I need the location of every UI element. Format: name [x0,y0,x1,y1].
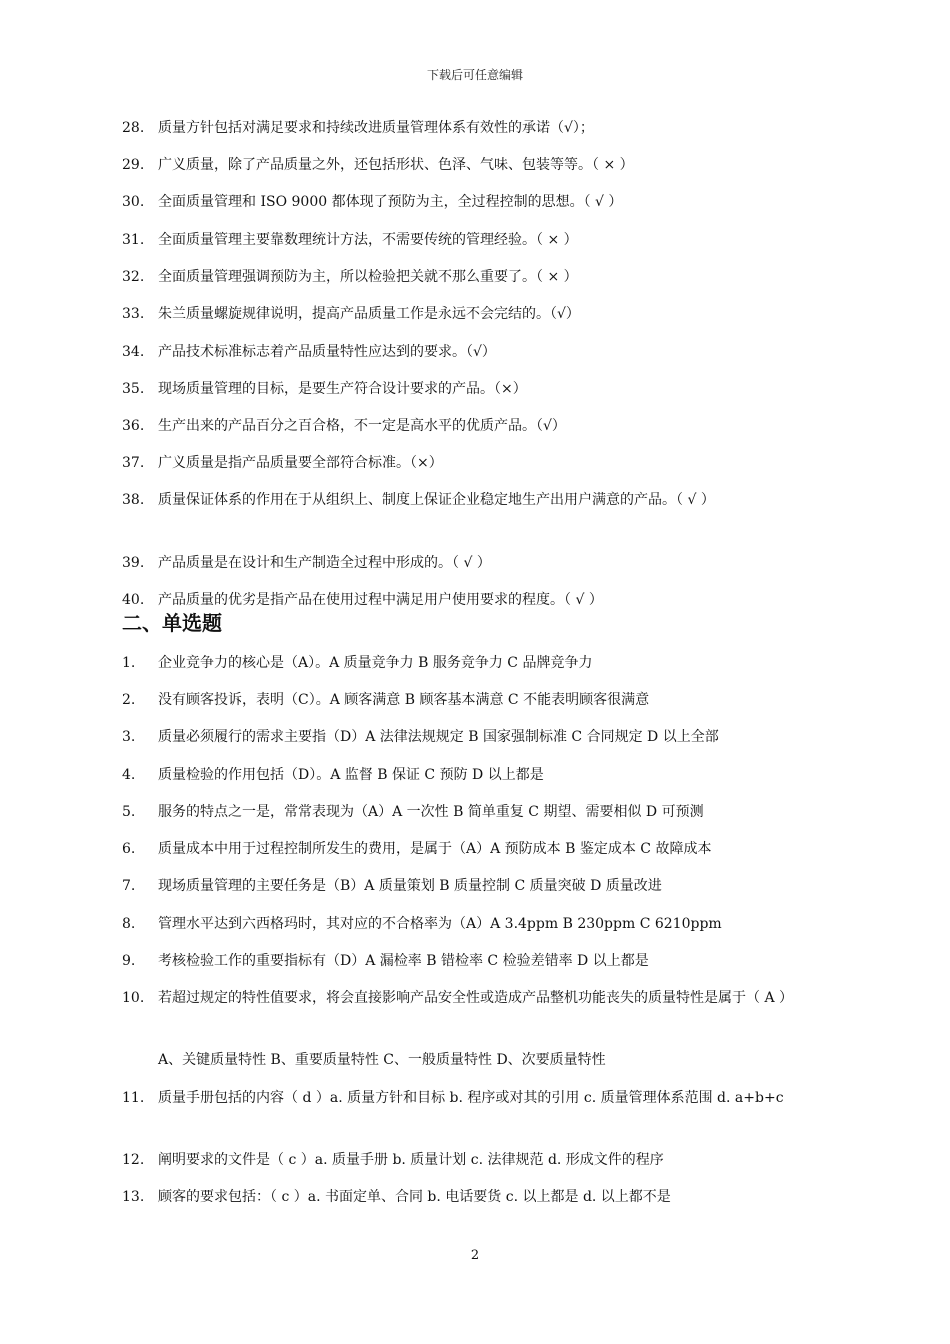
item-number: 40. [122,592,145,608]
page-number: 2 [470,1248,480,1263]
item-text: 产品质量的优劣是指产品在使用过程中满足用户使用要求的程度。（ √ ） [158,592,603,608]
list-item [122,688,832,712]
item-number: 28. [122,120,145,136]
list-item [122,1148,832,1172]
list-item [122,725,832,749]
list-item [122,651,832,675]
item-number: 7. [122,878,136,894]
item-text: 质量检验的作用包括（D）。A 监督 B 保证 C 预防 D 以上都是 [158,767,544,783]
item-number: 3. [122,729,136,745]
item-number: 30. [122,194,145,210]
item-text: 质量保证体系的作用在于从组织上、制度上保证企业稳定地生产出用户满意的产品。（ √ ） [158,492,715,508]
list-item [122,1048,832,1072]
item-text: 广义质量是指产品质量要全部符合标准。（×） [158,455,443,471]
list-item [122,800,832,824]
item-text: 阐明要求的文件是（ c ）a. 质量手册 b. 质量计划 c. 法律规范 d. 形成文件的程序 [158,1152,664,1168]
item-text: 质量必须履行的需求主要指（D）A 法律法规规定 B 国家强制标准 C 合同规定 D 以上全部 [158,729,719,745]
item-number: 31. [122,232,145,248]
item-number: 37. [122,455,145,471]
item-number: 13. [122,1189,145,1205]
item-text: 现场质量管理的主要任务是（B）A 质量策划 B 质量控制 C 质量突破 D 质量改进 [158,878,662,894]
list-item [122,228,832,252]
item-text: 没有顾客投诉，表明（C）。A 顾客满意 B 顾客基本满意 C 不能表明顾客很满意 [158,692,650,708]
item-text: 生产出来的产品百分之百合格，不一定是高水平的优质产品。（√） [158,418,566,434]
item-number: 2. [122,692,136,708]
item-text: 质量成本中用于过程控制所发生的费用，是属于（A）A 预防成本 B 鉴定成本 C 故障成本 [158,841,712,857]
item-number: 11. [122,1090,145,1106]
list-item [122,1086,832,1110]
list-item [122,414,832,438]
item-number: 36. [122,418,145,434]
item-text: A、关键质量特性 B、重要质量特性 C、一般质量特性 D、次要质量特性 [158,1052,606,1068]
item-text: 企业竞争力的核心是（A）。A 质量竞争力 B 服务竞争力 C 品牌竞争力 [158,655,593,671]
item-text: 管理水平达到六西格玛时，其对应的不合格率为（A）A 3.4ppm B 230ppm C 6210ppm [158,916,722,932]
item-text: 产品质量是在设计和生产制造全过程中形成的。（ √ ） [158,555,491,571]
page-header: 下载后可任意编辑 [426,68,523,82]
list-item [122,265,832,289]
item-text: 全面质量管理和 ISO 9000 都体现了预防为主，全过程控制的思想。（ √ ） [158,194,623,210]
list-item [122,302,832,326]
item-text: 质量手册包括的内容（ d ）a. 质量方针和目标 b. 程序或对其的引用 c. 质量管理体系范围 d. a+b+c [158,1090,784,1106]
item-text: 广义质量，除了产品质量之外，还包括形状、色泽、气味、包装等等。（ × ） [158,157,634,173]
item-number: 4. [122,767,136,783]
list-item [122,1185,832,1209]
item-text: 顾客的要求包括：（ c ）a. 书面定单、合同 b. 电话要货 c. 以上都是 d. 以上都不是 [158,1189,671,1205]
item-number: 9. [122,953,136,969]
section-title: 二、单选题 [122,611,222,635]
item-text: 全面质量管理主要靠数理统计方法，不需要传统的管理经验。（ × ） [158,232,578,248]
item-number: 38. [122,492,145,508]
item-number: 10. [122,990,145,1006]
item-text: 产品技术标准标志着产品质量特性应达到的要求。（√） [158,344,496,360]
item-number: 5. [122,804,136,820]
list-item [122,949,832,973]
list-item [122,763,832,787]
item-number: 6. [122,841,136,857]
list-item [122,340,832,364]
item-text: 全面质量管理强调预防为主，所以检验把关就不那么重要了。（ × ） [158,269,578,285]
item-number: 8. [122,916,136,932]
item-number: 12. [122,1152,145,1168]
list-item [122,488,832,512]
list-item [122,116,832,140]
item-number: 34. [122,344,145,360]
item-number: 29. [122,157,145,173]
list-item [122,451,832,475]
item-text: 若超过规定的特性值要求，将会直接影响产品安全性或造成产品整机功能丧失的质量特性是属于（ A ） [158,990,794,1006]
item-text: 现场质量管理的目标，是要生产符合设计要求的产品。（×） [158,381,527,397]
item-number: 39. [122,555,145,571]
item-number: 33. [122,306,145,322]
item-text: 服务的特点之一是，常常表现为（A）A 一次性 B 简单重复 C 期望、需要相似 D 可预测 [158,804,704,820]
item-text: 质量方针包括对满足要求和持续改进质量管理体系有效性的承诺（√）； [158,120,594,136]
item-text: 朱兰质量螺旋规律说明，提高产品质量工作是永远不会完结的。（√） [158,306,580,322]
list-item [122,912,832,936]
list-item [122,837,832,861]
list-item [122,588,832,612]
list-item [122,153,832,177]
item-number: 1. [122,655,136,671]
list-item [122,874,832,898]
list-item [122,986,832,1010]
item-text: 考核检验工作的重要指标有（D）A 漏检率 B 错检率 C 检验差错率 D 以上都是 [158,953,649,969]
list-item [122,551,832,575]
item-number: 32. [122,269,145,285]
list-item [122,377,832,401]
item-number: 35. [122,381,145,397]
list-item [122,190,832,214]
